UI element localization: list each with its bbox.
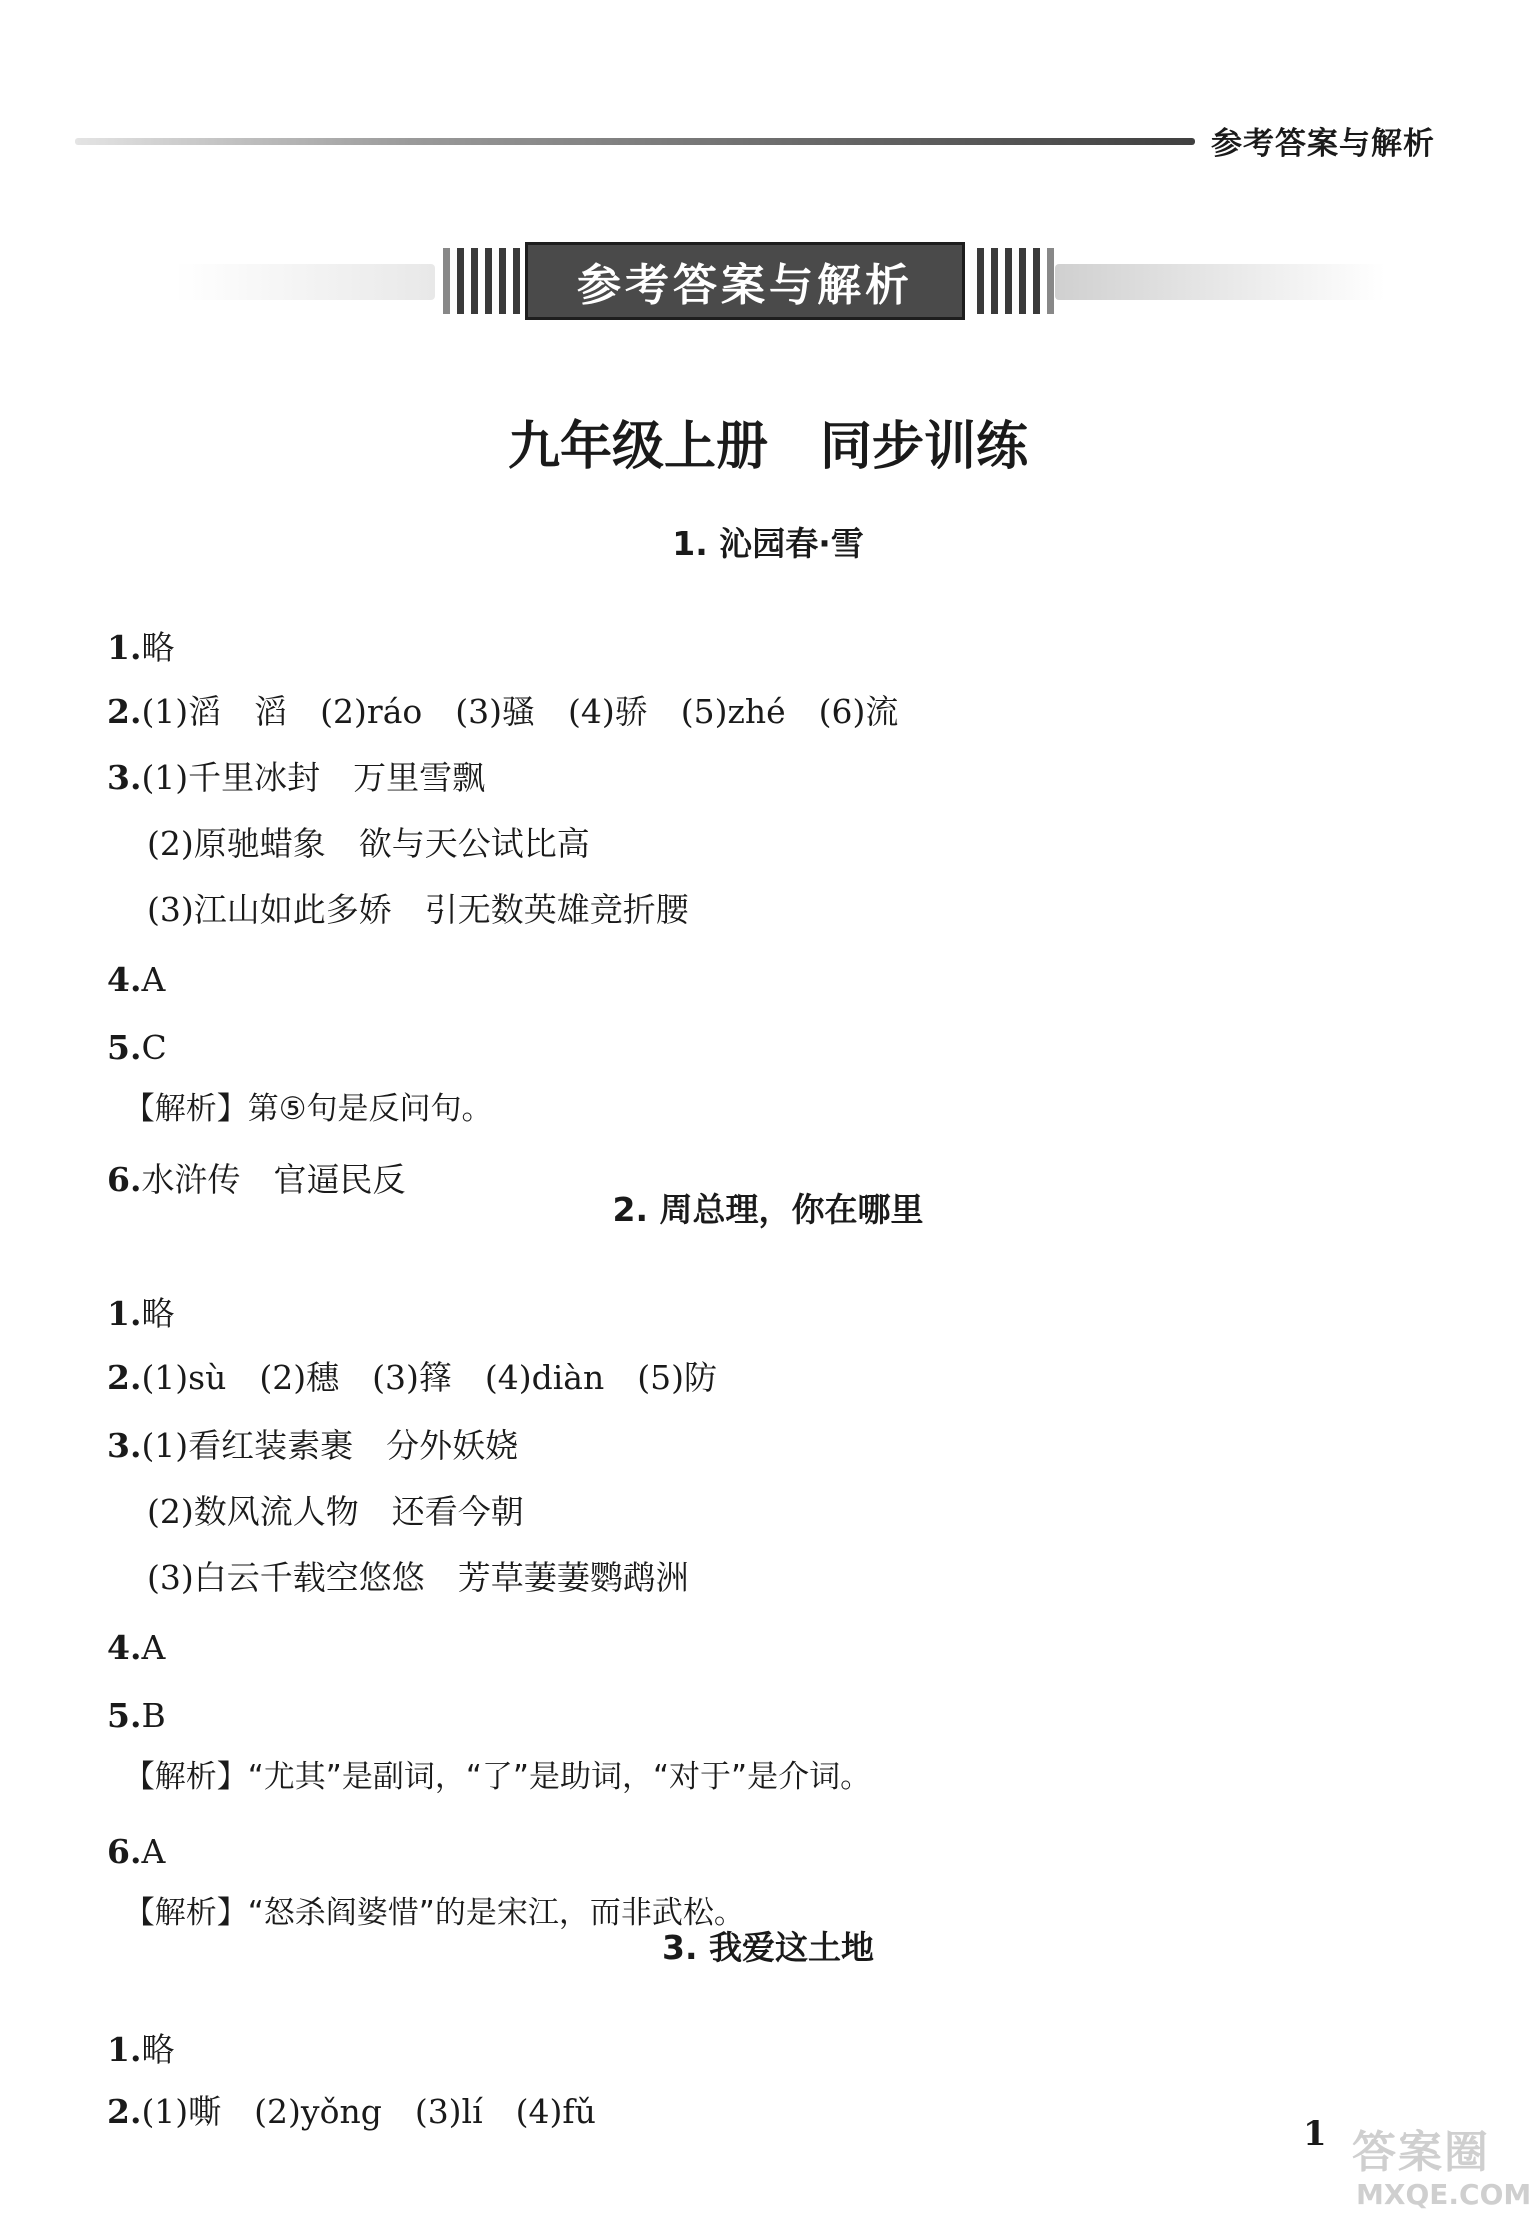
answer-line: 5.B <box>106 1695 166 1735</box>
page-title: 九年级上册 同步训练 <box>507 417 1028 477</box>
answer-line: 6.A <box>106 1831 166 1871</box>
title-banner <box>175 242 1385 320</box>
answer-line: 6.水浒传 官逼民反 <box>106 1159 406 1199</box>
answer-line: 1.略 <box>106 2029 175 2069</box>
answer-line: 4.A <box>106 959 166 999</box>
answer-line: (3)江山如此多娇 引无数英雄竞折腰 <box>146 889 689 929</box>
answer-line: 1.略 <box>106 627 175 667</box>
page-number: 1 <box>1303 2114 1327 2154</box>
watermark-url: MXQE.COM <box>1356 2178 1532 2211</box>
banner-box <box>525 242 965 320</box>
answer-line: 2.(1)嘶 (2)yǒng (3)lí (4)fǔ <box>106 2091 596 2131</box>
explanation-line: 【解析】第⑤句是反问句。 <box>123 1091 493 1128</box>
header-rule <box>75 138 1195 145</box>
answer-line: (2)数风流人物 还看今朝 <box>146 1491 524 1531</box>
explanation-line: 【解析】“怒杀阎婆惜”的是宋江，而非武松。 <box>123 1895 745 1932</box>
answer-line: 1.略 <box>106 1293 175 1333</box>
answer-line: 4.A <box>106 1627 166 1667</box>
answer-line: 2.(1)滔 滔 (2)ráo (3)骚 (4)骄 (5)zhé (6)流 <box>106 691 899 731</box>
answer-line: (2)原驰蜡象 欲与天公试比高 <box>146 823 590 863</box>
watermark-text: 答案圈 <box>1352 2127 1490 2178</box>
banner-bars-right <box>977 248 1054 314</box>
running-header <box>75 112 1435 162</box>
explanation-line: 【解析】“尤其”是副词，“了”是助词，“对于”是介词。 <box>123 1759 872 1796</box>
answer-line: (3)白云千载空悠悠 芳草萋萋鹦鹉洲 <box>146 1557 689 1597</box>
answer-line: 3.(1)千里冰封 万里雪飘 <box>106 757 486 797</box>
section-title-1: 1. 沁园春·雪 <box>672 524 864 563</box>
banner-bars-left <box>443 248 520 314</box>
answer-line: 5.C <box>106 1027 167 1067</box>
section-title-3: 3. 我爱这土地 <box>662 1928 874 1967</box>
watermark-logo <box>1352 2116 1532 2220</box>
running-title: 参考答案与解析 <box>1211 126 1435 162</box>
banner-fade-right <box>1055 264 1385 300</box>
section-title-2: 2. 周总理，你在哪里 <box>612 1190 924 1229</box>
banner-title: 参考答案与解析 <box>577 260 913 311</box>
answer-line: 2.(1)sù (2)穗 (3)箨 (4)diàn (5)防 <box>106 1357 717 1397</box>
answer-line: 3.(1)看红装素裹 分外妖娆 <box>106 1425 519 1465</box>
banner-fade-left <box>175 264 435 300</box>
